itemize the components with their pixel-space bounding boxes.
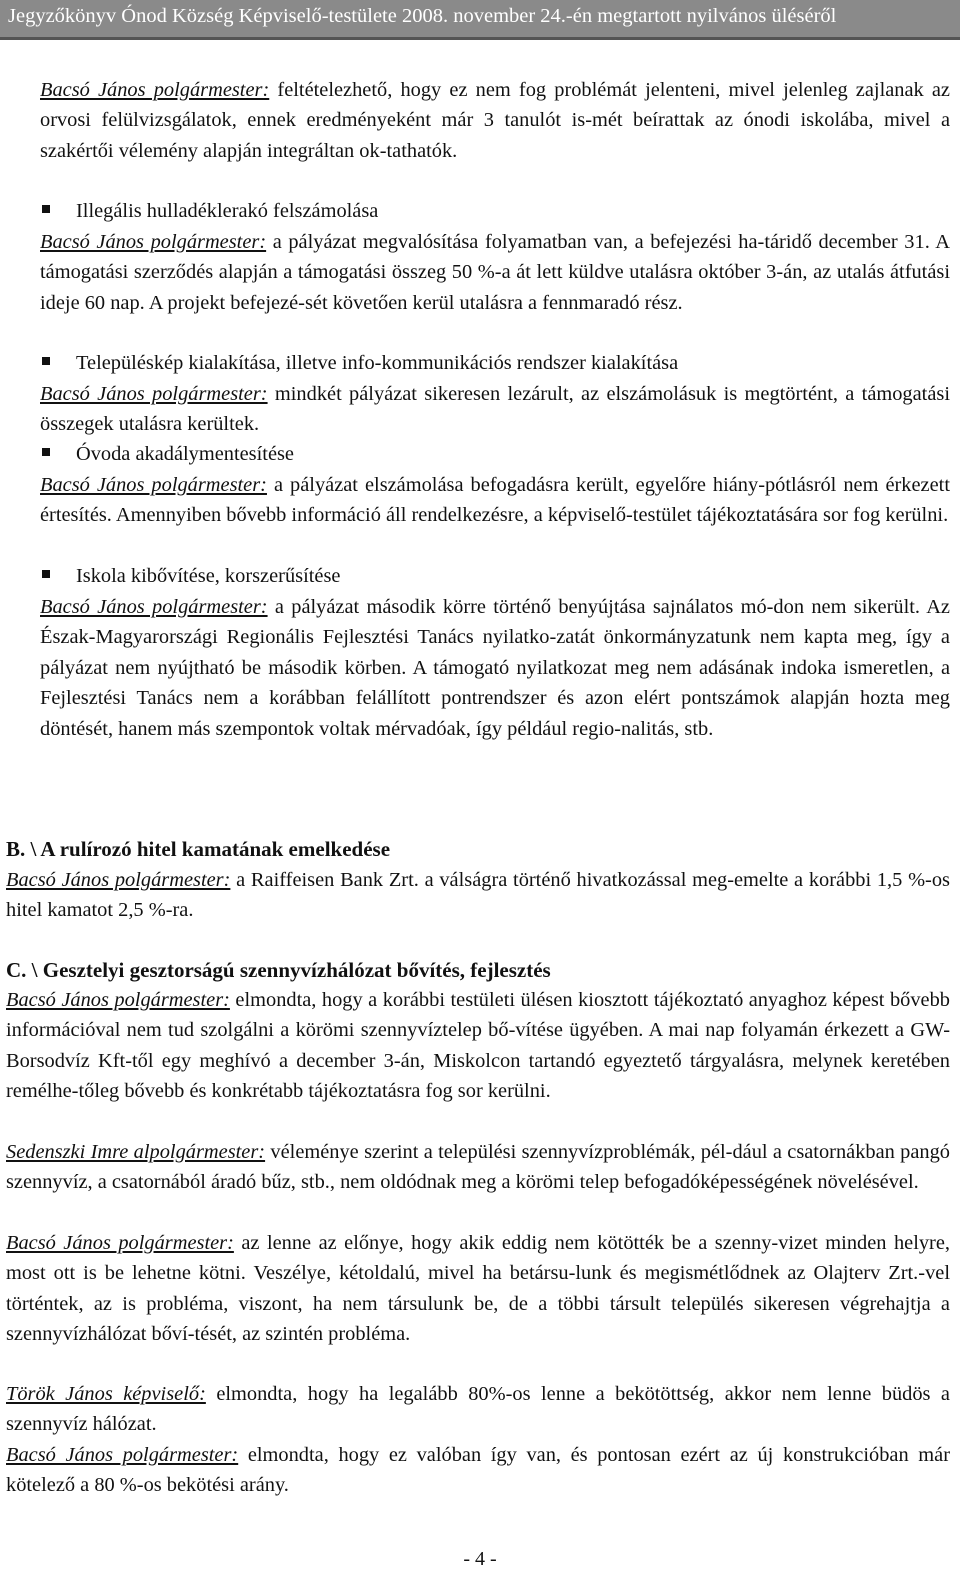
paragraph-text: az lenne az előnye, hogy akik eddig nem kötötték be a szenny-vizet minden helyre, most ott is be lehetne kötni. Veszélye, kétoldalú, mivel ha betársu-lunk és megismétlődnek az Olajterv Zrt.-vel történtek, az is probléma, viszont, ha nem társulunk be, de a többi társult település sikeresen végrehajtja a szennyvízhálózat bőví-tését, az szintén probléma. bbox=[6, 1232, 950, 1346]
speaker-name: Bacsó János polgármester: bbox=[40, 474, 267, 496]
bullet-label: Településkép kialakítása, illetve info-kommunikációs rendszer kialakítása bbox=[76, 352, 679, 374]
bullet-label: Óvoda akadálymentesítése bbox=[76, 443, 294, 465]
paragraph-3 bbox=[40, 379, 950, 440]
paragraph-1 bbox=[40, 75, 950, 166]
speaker-name: Bacsó János polgármester: bbox=[6, 1232, 234, 1254]
header-title: Jegyzőkönyv Ónod Község Képviselő-testülete 2008. november 24.-én megtartott nyilvános üléséről bbox=[8, 5, 837, 27]
square-bullet-icon bbox=[42, 205, 50, 213]
bullet-label: Illegális hulladéklerakó felszámolása bbox=[76, 200, 379, 222]
section-heading-b: B. \ A rulírozó hitel kamatának emelkedése bbox=[6, 837, 391, 861]
bullet-item bbox=[40, 196, 950, 226]
paragraph-11 bbox=[6, 1440, 950, 1501]
speaker-name: Bacsó János polgármester: bbox=[6, 989, 230, 1011]
page-number: - 4 - bbox=[463, 1548, 497, 1570]
paragraph-text: elmondta, hogy ez valóban így van, és pontosan ezért az új konstrukcióban már kötelező a 80 %-os bekötési arány. bbox=[6, 1444, 950, 1497]
section-heading-c: C. \ Gesztelyi gesztorságú szennyvízhálózat bővítés, fejlesztés bbox=[6, 958, 551, 982]
header-rule bbox=[0, 37, 960, 40]
paragraph-2 bbox=[40, 227, 950, 318]
paragraph-text: feltételezhető, hogy ez nem fog problémát jelenteni, mivel jelenleg zajlanak az orvosi felülvizsgálatok, ennek eredményeként már 3 tanulót is-mét beírattak az ónodi iskolába, mivel a szakértői vélemény alapján integráltan ok-tathatók. bbox=[40, 79, 950, 162]
bullet-label: Iskola kibővítése, korszerűsítése bbox=[76, 565, 341, 587]
bullet-item bbox=[40, 561, 950, 591]
paragraph-text: elmondta, hogy a korábbi testületi ülésen kiosztott tájékoztató anyaghoz képest bővebb információval nem tud szolgálni a körömi szennyvíztelep bő-vítése ügyében. A mai nap folyamán érkezett a GW-Borsodvíz Kft-től egy meghívó a december 3-án, Miskolcon tartandó egyeztető tárgyalásra, melynek keretében remélhe-tőleg bővebb és konkrétabb tájékoztatásra fog sor kerülni. bbox=[6, 989, 950, 1103]
paragraph-9 bbox=[6, 1228, 950, 1350]
paragraph-7 bbox=[6, 985, 950, 1107]
square-bullet-icon bbox=[42, 448, 50, 456]
speaker-name: Török János képviselő: bbox=[6, 1383, 206, 1405]
paragraph-text: a pályázat megvalósítása folyamatban van, a befejezési ha-táridő december 31. A támogatási szerződés alapján a támogatási összeg 50 %-a át lett küldve utalásra október 3-án, az utalás átfutási ideje 60 nap. A projekt befejezé-sét követően kerül utalásra a fennmaradó rész. bbox=[40, 231, 950, 314]
square-bullet-icon bbox=[42, 570, 50, 578]
paragraph-text: véleménye szerint a települési szennyvízproblémák, pél-dául a csatornákban pangó szennyvíz, a csatornából áradó bűz, stb., nem oldódnak meg a körömi telep befogadóképességének növelésével. bbox=[6, 1141, 950, 1194]
bullet-item bbox=[40, 439, 950, 469]
paragraph-8 bbox=[6, 1137, 950, 1198]
square-bullet-icon bbox=[42, 357, 50, 365]
paragraph-text: mindkét pályázat sikeresen lezárult, az elszámolásuk is megtörtént, a támogatási összegek utalásra kerültek. bbox=[40, 383, 950, 436]
paragraph-text: elmondta, hogy ha legalább 80%-os lenne a bekötöttség, akkor nem lenne büdös a szennyvíz hálózat. bbox=[6, 1383, 950, 1436]
bullet-item bbox=[40, 348, 950, 378]
paragraph-10 bbox=[6, 1379, 950, 1440]
speaker-name: Sedenszki Imre alpolgármester: bbox=[6, 1141, 266, 1163]
speaker-name: Bacsó János polgármester: bbox=[40, 383, 268, 405]
speaker-name: Bacsó János polgármester: bbox=[6, 1444, 239, 1466]
speaker-name: Bacsó János polgármester: bbox=[6, 869, 231, 891]
paragraph-text: a Raiffeisen Bank Zrt. a válságra történő hivatkozással meg-emelte a korábbi 1,5 %-os hitel kamatot 2,5 %-ra. bbox=[6, 869, 950, 922]
speaker-name: Bacsó János polgármester: bbox=[40, 596, 268, 618]
paragraph-6 bbox=[6, 865, 950, 926]
paragraph-5 bbox=[40, 592, 950, 744]
paragraph-text: a pályázat második körre történő benyújtása sajnálatos mó-don nem sikerült. Az Észak-Magyarországi Regionális Fejlesztési Tanács nyilatko-zatát önkormányzatunk nem kapta meg, így a pályázat nem nyújtható be második körben. A támogató nyilatkozat meg nem adásának indoka ismeretlen, a Fejlesztési Tanács nem a korábban felállított pontrendszer és azon elért pontszámok alapján hozta meg döntését, hanem más szempontok voltak mérvadóak, így például regio-nalitás, stb. bbox=[40, 596, 950, 740]
speaker-name: Bacsó János polgármester: bbox=[40, 231, 267, 253]
paragraph-4 bbox=[40, 470, 950, 531]
document-header bbox=[0, 0, 960, 40]
speaker-name: Bacsó János polgármester: bbox=[40, 79, 270, 101]
paragraph-text: a pályázat elszámolása befogadásra került, egyelőre hiány-pótlásról nem érkezett értesítés. Amennyiben bővebb információ áll rendelkezésre, a képviselő-testület tájékoztatására sor fog kerülni. bbox=[40, 474, 950, 527]
